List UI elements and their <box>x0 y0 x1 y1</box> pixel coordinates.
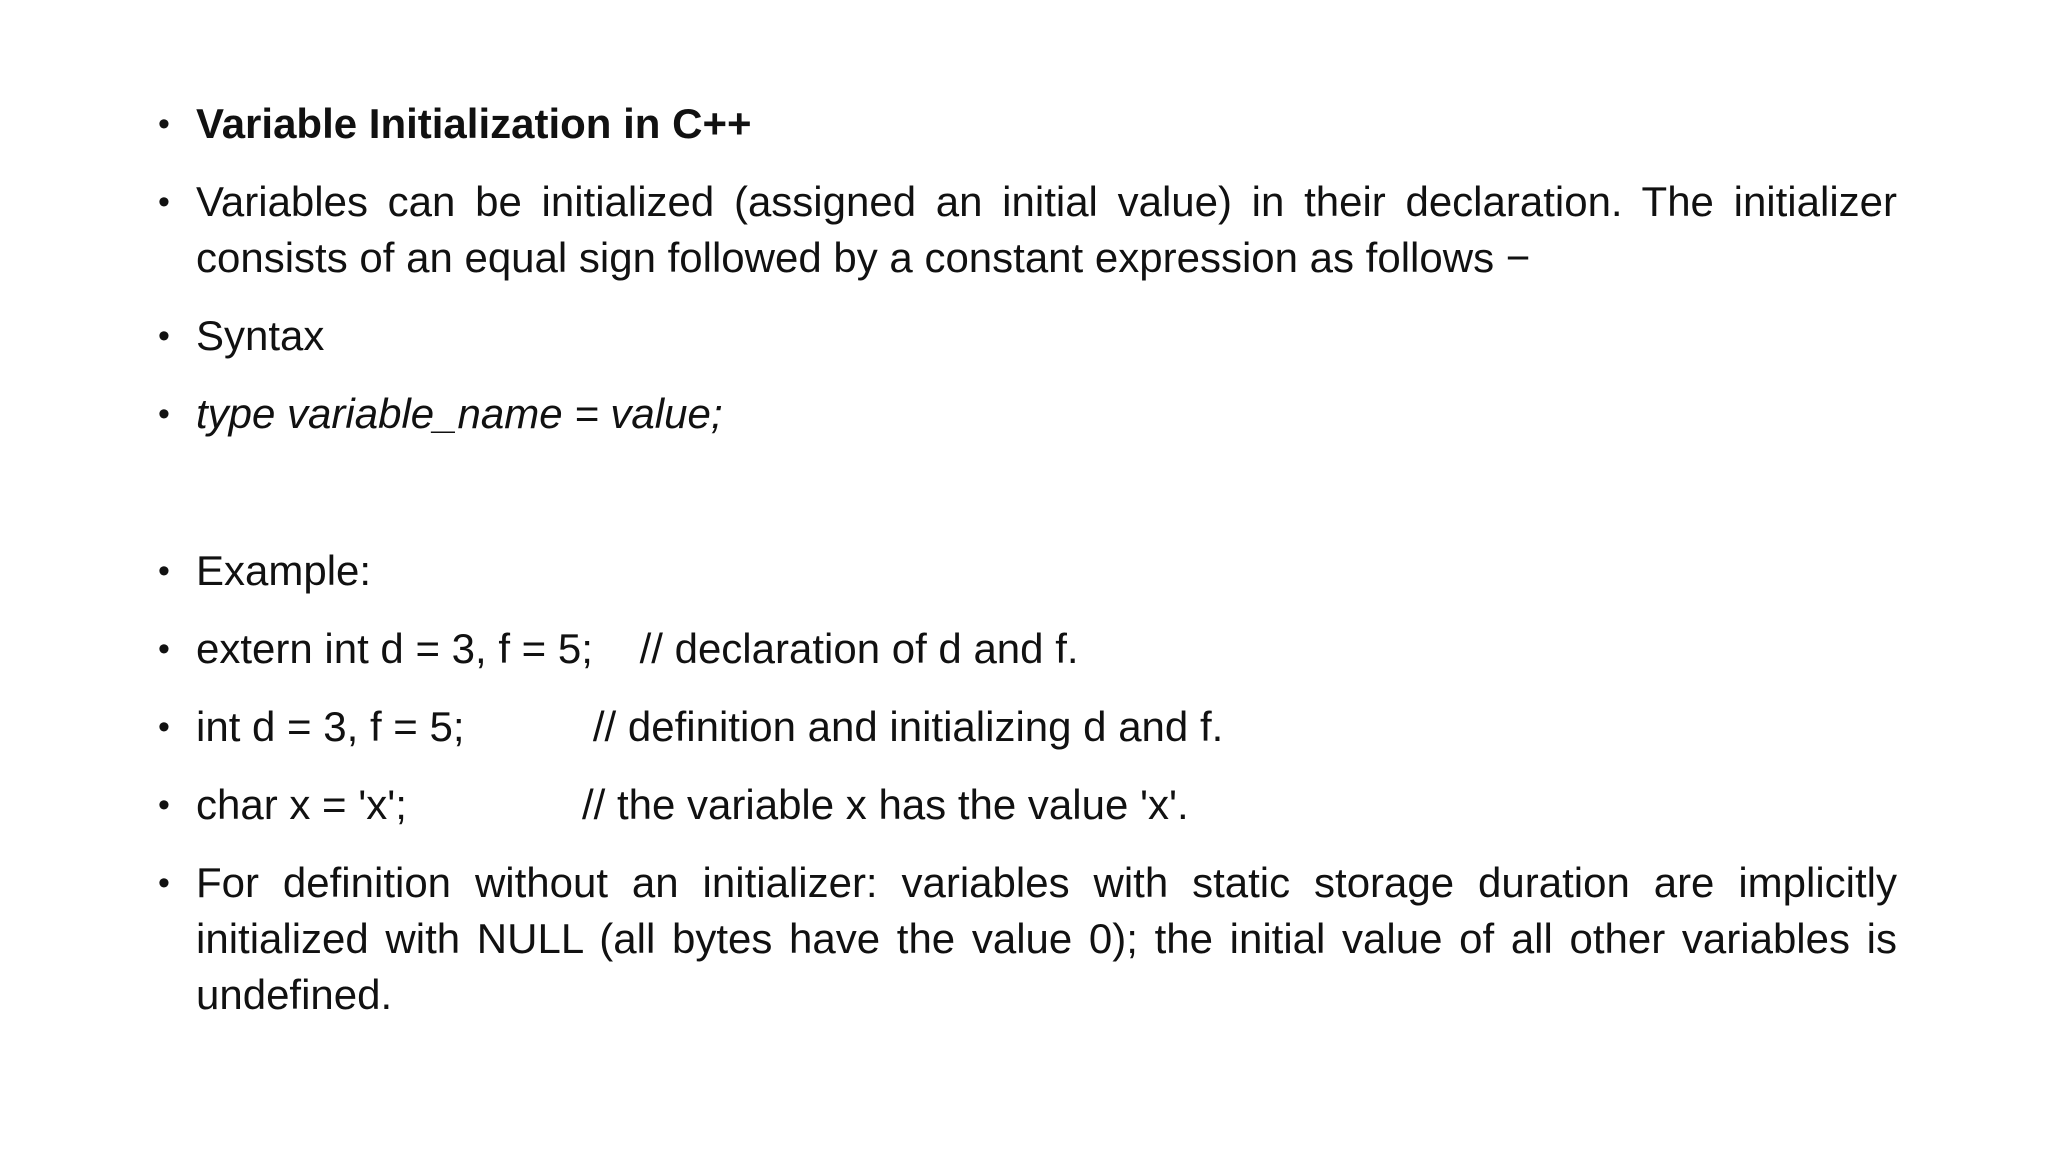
bullet-dot-icon: • <box>158 864 170 902</box>
bullet-dot-icon: • <box>158 630 170 668</box>
bullet-dot-icon: • <box>158 105 170 143</box>
bullet-example-int <box>152 699 1897 755</box>
bullet-example-extern <box>152 621 1897 677</box>
bullet-example-label <box>152 543 1897 599</box>
bullet-text: Example: <box>196 547 372 594</box>
bullet-dot-icon: • <box>158 317 170 355</box>
bullet-dot-icon: • <box>158 786 170 824</box>
bullet-dot-icon: • <box>158 708 170 746</box>
bullet-text: extern int d = 3, f = 5; // declaration of d and f. <box>196 625 1079 672</box>
bullet-syntax-label <box>152 308 1897 364</box>
bullet-text: char x = 'x'; // the variable x has the value 'x'. <box>196 781 1189 828</box>
bullet-text: Variable Initialization in C++ <box>196 100 752 147</box>
bullet-definition-note <box>152 855 1897 1023</box>
bullet-title <box>152 96 1897 152</box>
bullet-example-char <box>152 777 1897 833</box>
bullet-text: Syntax <box>196 312 325 359</box>
bullet-dot-icon: • <box>158 183 170 221</box>
bullet-syntax-code <box>152 386 1897 442</box>
bullet-text: For definition without an initializer: variables with static storage duration are implicitly initialized with NULL (all bytes have the value 0); the initial value of all other variables is undefined. <box>196 859 1897 1018</box>
bullet-text: Variables can be initialized (assigned an initial value) in their declaration. The initializer consists of an equal sign followed by a constant expression as follows − <box>196 178 1897 281</box>
bullet-dot-icon: • <box>158 395 170 433</box>
bullet-text: type variable_name = value; <box>196 390 723 437</box>
bullet-text: int d = 3, f = 5; // definition and initializing d and f. <box>196 703 1224 750</box>
bullet-list <box>152 96 1897 1045</box>
bullet-intro <box>152 174 1897 286</box>
bullet-dot-icon: • <box>158 552 170 590</box>
